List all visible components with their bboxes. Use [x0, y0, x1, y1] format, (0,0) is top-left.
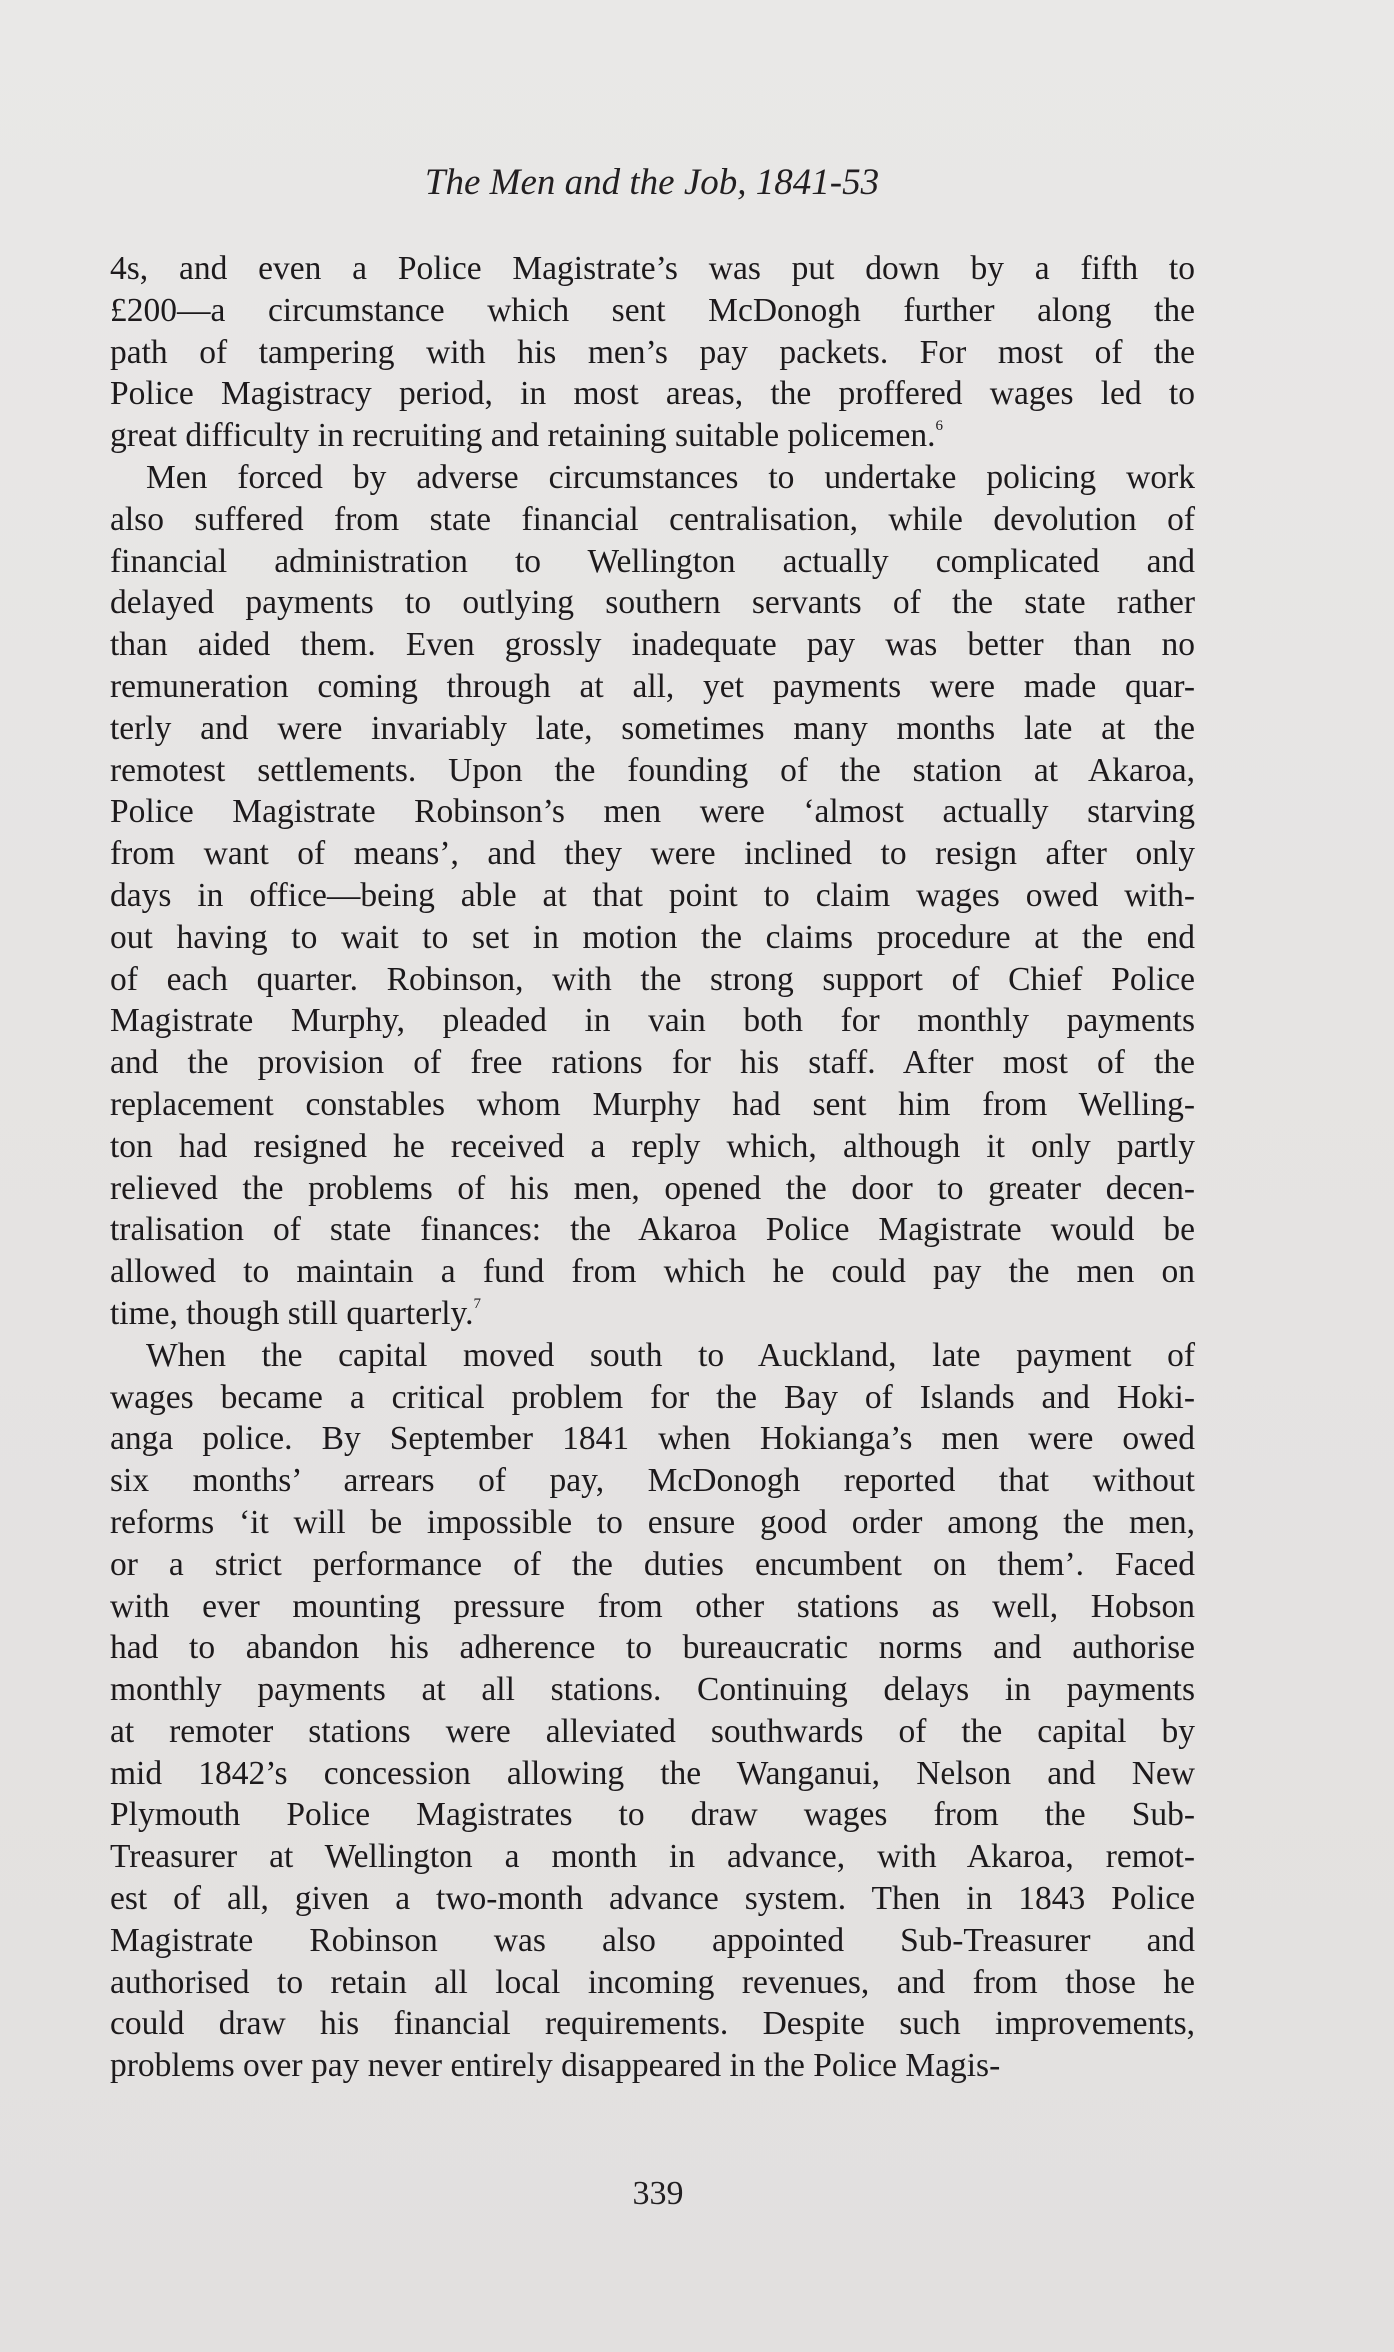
text-line: Plymouth Police Magistrates to draw wages from the Sub-: [110, 1796, 1195, 1834]
text-line: had to abandon his adherence to bureaucratic norms and authorise: [110, 1629, 1195, 1667]
text-line: could draw his financial requirements. Despite such improvements,: [110, 2005, 1195, 2043]
text-line: £200—a circumstance which sent McDonogh further along the: [110, 291, 1195, 329]
text-line: reforms ‘it will be impossible to ensure good order among the men,: [110, 1503, 1195, 1541]
text-line: days in office—being able at that point to claim wages owed with-: [110, 876, 1195, 914]
text-line: Magistrate Murphy, pleaded in vain both for monthly payments: [110, 1002, 1195, 1040]
footnote-marker: 7: [473, 1295, 481, 1312]
page-number: 339: [632, 2175, 684, 2212]
text-line: When the capital moved south to Auckland, late payment of: [146, 1336, 1195, 1374]
text-line: path of tampering with his men’s pay packets. For most of the: [110, 333, 1195, 371]
text-line: Men forced by adverse circumstances to undertake policing work: [146, 458, 1195, 496]
text-line: Treasurer at Wellington a month in advance, with Akaroa, remot-: [110, 1838, 1195, 1876]
text-line: or a strict performance of the duties encumbent on them’. Faced: [110, 1545, 1195, 1583]
text-line: replacement constables whom Murphy had sent him from Welling-: [110, 1085, 1195, 1123]
text-line: with ever mounting pressure from other stations as well, Hobson: [110, 1587, 1195, 1625]
text-line: authorised to retain all local incoming revenues, and from those he: [110, 1963, 1195, 2001]
text-line: mid 1842’s concession allowing the Wanganui, Nelson and New: [110, 1754, 1195, 1792]
text-line: from want of means’, and they were inclined to resign after only: [110, 835, 1195, 873]
text-line: at remoter stations were alleviated southwards of the capital by: [110, 1712, 1195, 1750]
text-line: than aided them. Even grossly inadequate pay was better than no: [110, 626, 1195, 664]
text-line: ton had resigned he received a reply which, although it only partly: [110, 1127, 1195, 1165]
text-line: relieved the problems of his men, opened the door to greater decen-: [110, 1169, 1195, 1207]
running-head: The Men and the Job, 1841-53: [424, 162, 880, 203]
text-line: tralisation of state finances: the Akaroa Police Magistrate would be: [110, 1211, 1195, 1249]
text-line: allowed to maintain a fund from which he could pay the men on: [110, 1253, 1195, 1291]
paragraph: [110, 457, 1195, 1335]
text-line: wages became a critical problem for the Bay of Islands and Hoki-: [110, 1378, 1195, 1416]
text-line: also suffered from state financial centralisation, while devolution of: [110, 500, 1195, 538]
footnote-marker: 6: [935, 418, 943, 435]
text-line: six months’ arrears of pay, McDonogh reported that without: [110, 1462, 1195, 1500]
text-line: est of all, given a two-month advance system. Then in 1843 Police: [110, 1880, 1195, 1918]
text-line: terly and were invariably late, sometimes many months late at the: [110, 709, 1195, 747]
text-line: monthly payments at all stations. Continuing delays in payments: [110, 1671, 1195, 1709]
text-line: Magistrate Robinson was also appointed Sub-Treasurer and: [110, 1921, 1195, 1959]
text-line: out having to wait to set in motion the claims procedure at the end: [110, 918, 1195, 956]
text-line: anga police. By September 1841 when Hokianga’s men were owed: [110, 1420, 1195, 1458]
body-text: [110, 248, 1195, 2087]
paragraph: [110, 1335, 1195, 2087]
text-line: delayed payments to outlying southern servants of the state rather: [110, 584, 1195, 622]
text-line: financial administration to Wellington actually complicated and: [110, 542, 1195, 580]
text-line: problems over pay never entirely disappeared in the Police Magis-: [110, 2047, 1001, 2085]
text-line: remotest settlements. Upon the founding of the station at Akaroa,: [110, 751, 1195, 789]
text-line: great difficulty in recruiting and retaining suitable policemen.$^6$: [110, 417, 943, 455]
text-line: 4s, and even a Police Magistrate’s was put down by a fifth to: [110, 250, 1195, 287]
paragraph: [110, 248, 1195, 457]
text-line: remuneration coming through at all, yet payments were made quar-: [110, 667, 1195, 705]
text-line: time, though still quarterly.$^7$: [110, 1294, 481, 1332]
text-line: Police Magistrate Robinson’s men were ‘almost actually starving: [110, 793, 1195, 831]
text-line: and the provision of free rations for his staff. After most of the: [110, 1044, 1195, 1082]
text-line: of each quarter. Robinson, with the strong support of Chief Police: [110, 960, 1195, 998]
text-line: Police Magistracy period, in most areas, the proffered wages led to: [110, 375, 1195, 413]
